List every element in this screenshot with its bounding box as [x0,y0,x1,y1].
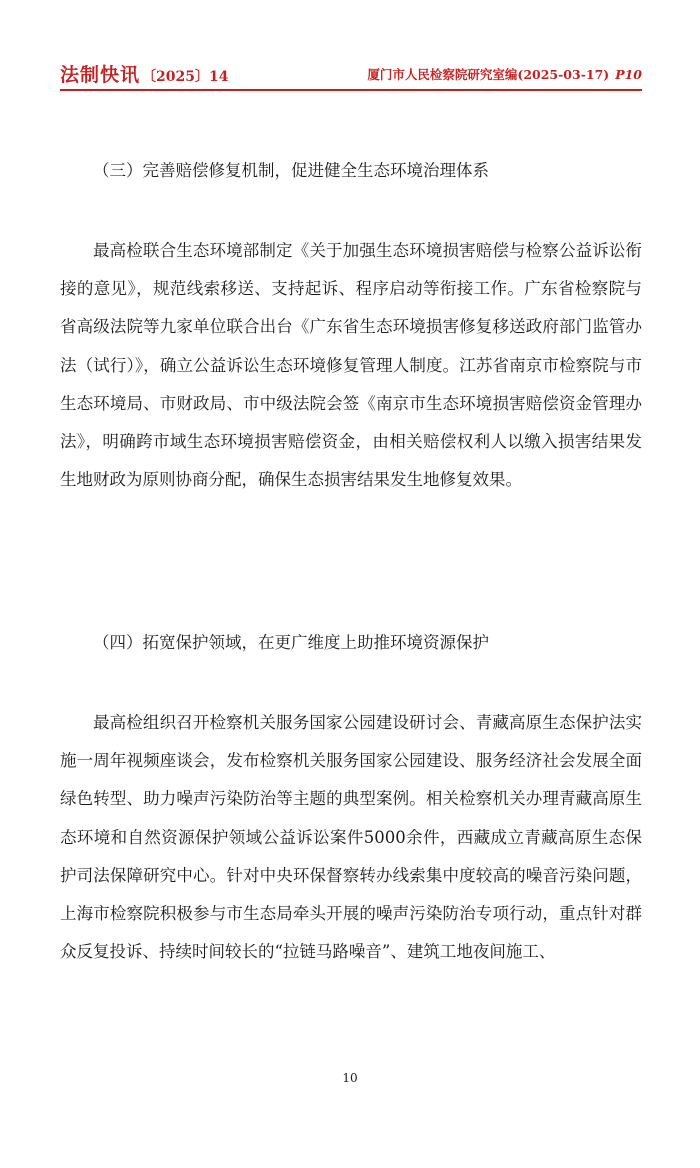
issue-number: 〔2025〕14 [142,69,229,85]
page-header [60,60,642,86]
header-left [60,60,228,87]
section-paragraph: 最高检组织召开检察机关服务国家公园建设研讨会、青藏高原生态保护法实施一周年视频座谈会，发布检察机关服务国家公园建设、服务经济社会发展全面绿色转型、助力噪声污染防治等主题的典型案例。相关检察机关办理青藏高原生态环境和自然资源保护领域公益诉讼案件5000余件，西藏成立青藏高原生态保护司法保障研究中心。针对中央环保督察转办线索集中度较高的噪音污染问题，上海市检察院积极参与市生态局牵头开展的噪声污染防治专项行动，重点针对群众反复投诉、持续时间较长的“拉链马路噪音”、建筑工地夜间施工、 [60,713,642,962]
header-divider [60,89,642,91]
section-heading: （三）完善赔偿修复机制，促进健全生态环境治理体系 [93,161,489,180]
publication-title: 法制快讯 [60,64,141,86]
section-paragraph: 最高检联合生态环境部制定《关于加强生态环境损害赔偿与检察公益诉讼衔接的意见》，规范线索移送、支持起诉、程序启动等衔接工作。广东省检察院与省高级法院等九家单位联合出台《广东省生态环境损害修复移送政府部门监管办法（试行）》，确立公益诉讼生态环境修复管理人制度。江苏省南京市检察院与市生态环境局、市财政局、市中级法院会签《南京市生态环境损害赔偿资金管理办法》，明确跨市域生态环境损害赔偿资金，由相关赔偿权利人以缴入损害结果发生地财政为原则协商分配，确保生态损害结果发生地修复效果。 [60,241,642,490]
section-heading: （四）拓宽保护领域，在更广维度上助推环境资源保护 [93,633,489,652]
header-right [367,65,642,83]
publisher-info: 厦门市人民检察院研究室编(2025-03-17) [367,67,610,82]
header-page-label: P10 [615,67,642,82]
page-number: 10 [342,1071,358,1085]
